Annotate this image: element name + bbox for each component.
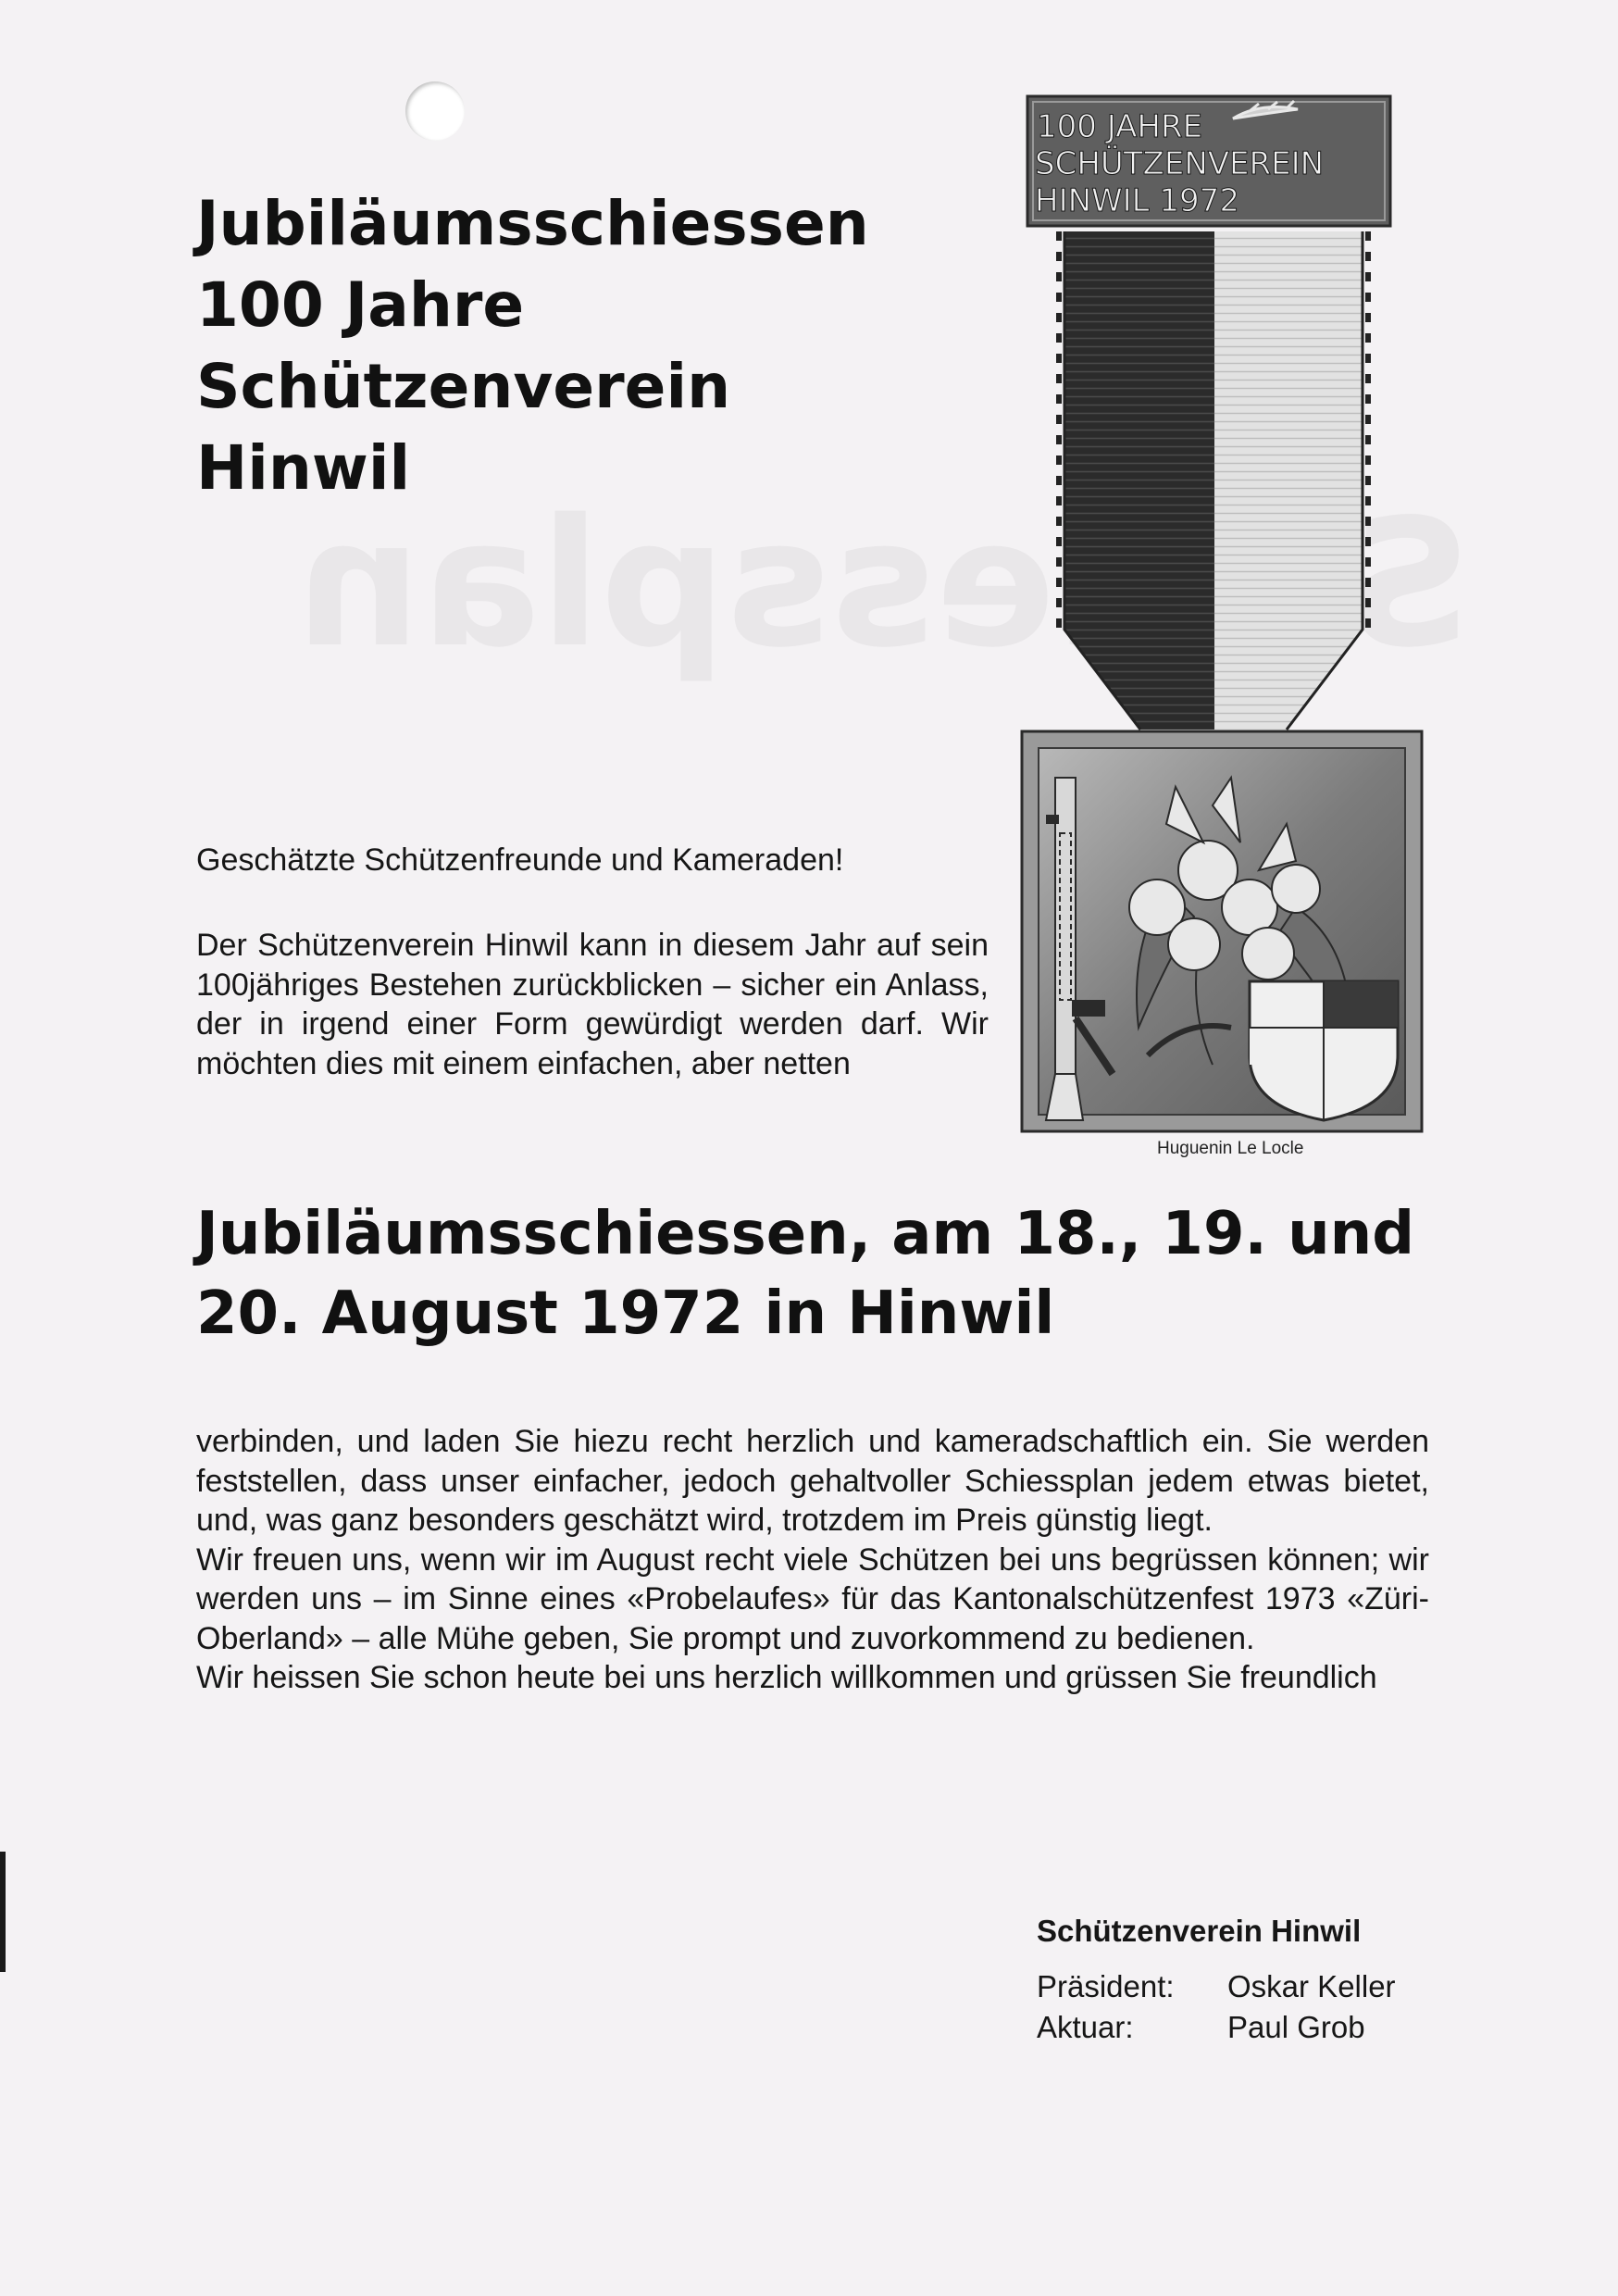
event-heading: [196, 1194, 1437, 1354]
event-heading-line: 20. August 1972 in Hinwil: [196, 1279, 1055, 1348]
event-heading-line: Jubiläumsschiessen, am 18., 19. und: [196, 1200, 1414, 1268]
medal-banner-line: HINWIL 1972: [1035, 182, 1239, 219]
title-line: Jubiläumsschiessen: [196, 188, 869, 259]
coat-of-arms-icon: [1250, 981, 1398, 1120]
salutation: Geschätzte Schützenfreunde und Kameraden!: [196, 842, 844, 878]
title-line: 100 Jahre: [196, 269, 525, 341]
medal-caption: Huguenin Le Locle: [1157, 1139, 1304, 1158]
medal-banner-line: 100 JAHRE: [1037, 108, 1203, 145]
body-paragraph: Wir freuen uns, wenn wir im August recht viele Schützen bei uns begrüssen können; wir werden uns – im Sinne eines «Probelaufes» für das Kantonalschützenfest 1973 «Züri-Oberland» – alle Mühe geben, Sie prompt und zuvorkommend zu bedienen.: [196, 1541, 1429, 1656]
intro-paragraph: [196, 926, 989, 1083]
intro-text: Der Schützenverein Hinwil kann in diesem Jahr auf sein 100jähriges Bestehen zurückblicken – sicher ein Anlass, der in irgend einer Form gewürdigt werden darf. Wir möchten dies mit einem einfachen, aber netten: [196, 928, 989, 1081]
ribbon-light: [1214, 231, 1363, 730]
body-paragraph: verbinden, und laden Sie hiezu recht herzlich und kameradschaftlich ein. Sie werden feststellen, dass unser einfacher, jedoch gehaltvoller Schiessplan jedem etwas bietet, und, was ganz besonders geschätzt wird, trotzdem im Preis günstig liegt.: [196, 1424, 1429, 1538]
main-title: [196, 183, 869, 509]
signature-row: [1037, 2007, 1396, 2048]
title-line: Schützenverein: [196, 351, 731, 422]
actuary-name: Paul Grob: [1227, 2010, 1365, 2044]
body-paragraph: Wir heissen Sie schon heute bei uns herzlich willkommen und grüssen Sie freundlich: [196, 1660, 1377, 1695]
medal-illustration: [1018, 93, 1425, 1139]
medal-banner-line: SCHÜTZENVEREIN: [1035, 145, 1325, 182]
president-name: Oskar Keller: [1227, 1969, 1396, 2003]
scan-edge-mark: [0, 1852, 6, 1972]
title-line: Hinwil: [196, 432, 411, 504]
signature-row: [1037, 1966, 1396, 2007]
body-paragraphs: [196, 1422, 1429, 1698]
signature-organization: Schützenverein Hinwil: [1037, 1914, 1362, 1948]
punch-hole: [405, 81, 465, 141]
actuary-label: Aktuar:: [1037, 2010, 1134, 2044]
signature-block: [1037, 1911, 1396, 2048]
president-label: Präsident:: [1037, 1969, 1175, 2003]
ribbon-dark: [1064, 231, 1214, 730]
